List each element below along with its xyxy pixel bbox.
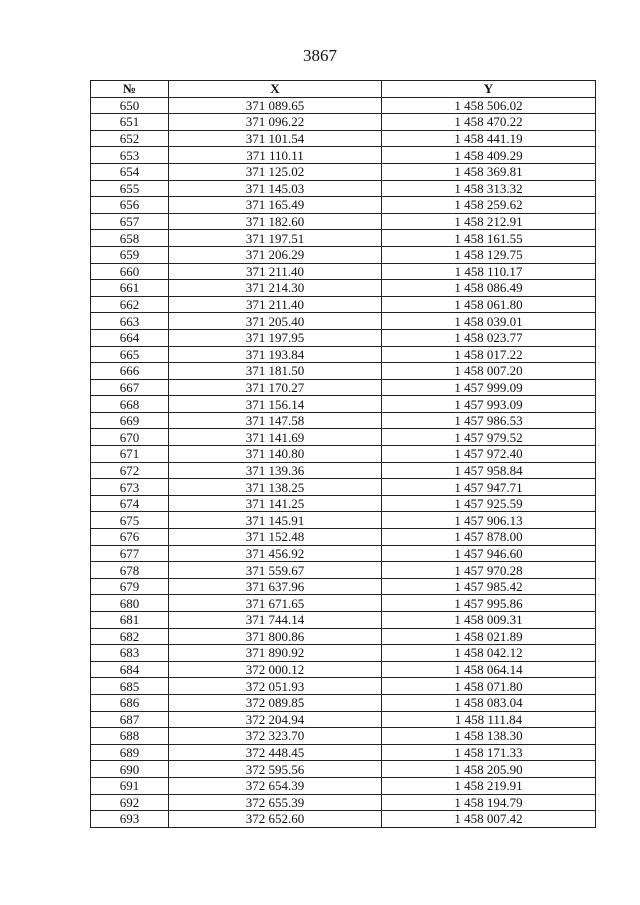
cell-x-coordinate: 371 193.84: [169, 346, 382, 363]
table-row: [91, 645, 596, 662]
cell-y-coordinate: 1 457 999.09: [382, 379, 596, 396]
cell-y-coordinate: 1 458 409.29: [382, 147, 596, 164]
cell-x-coordinate: 371 800.86: [169, 628, 382, 645]
cell-point-number: 659: [91, 246, 169, 263]
cell-x-coordinate: 371 096.22: [169, 114, 382, 131]
table-row: [91, 529, 596, 546]
table-row: [91, 230, 596, 247]
cell-point-number: 668: [91, 396, 169, 413]
cell-point-number: 653: [91, 147, 169, 164]
cell-point-number: 652: [91, 130, 169, 147]
cell-y-coordinate: 1 458 023.77: [382, 329, 596, 346]
cell-point-number: 683: [91, 645, 169, 662]
cell-x-coordinate: 371 197.51: [169, 230, 382, 247]
cell-point-number: 667: [91, 379, 169, 396]
cell-x-coordinate: 372 448.45: [169, 744, 382, 761]
cell-point-number: 663: [91, 313, 169, 330]
cell-y-coordinate: 1 458 110.17: [382, 263, 596, 280]
cell-point-number: 670: [91, 429, 169, 446]
cell-y-coordinate: 1 458 205.90: [382, 761, 596, 778]
cell-x-coordinate: 371 141.25: [169, 495, 382, 512]
table-row: [91, 495, 596, 512]
table-row: [91, 329, 596, 346]
cell-point-number: 661: [91, 280, 169, 297]
table-row: [91, 562, 596, 579]
table-row: [91, 678, 596, 695]
cell-point-number: 690: [91, 761, 169, 778]
cell-x-coordinate: 371 181.50: [169, 363, 382, 380]
table-row: [91, 595, 596, 612]
cell-point-number: 665: [91, 346, 169, 363]
table-row: [91, 479, 596, 496]
cell-point-number: 655: [91, 180, 169, 197]
table-row: [91, 612, 596, 629]
cell-point-number: 673: [91, 479, 169, 496]
table-row: [91, 246, 596, 263]
cell-x-coordinate: 371 101.54: [169, 130, 382, 147]
table-row: [91, 280, 596, 297]
table-row: [91, 728, 596, 745]
cell-point-number: 689: [91, 744, 169, 761]
cell-point-number: 693: [91, 811, 169, 828]
table-row: [91, 744, 596, 761]
table-row: [91, 429, 596, 446]
table-row: [91, 777, 596, 794]
cell-x-coordinate: 371 145.91: [169, 512, 382, 529]
cell-y-coordinate: 1 457 958.84: [382, 462, 596, 479]
cell-y-coordinate: 1 458 042.12: [382, 645, 596, 662]
table-row: [91, 313, 596, 330]
cell-x-coordinate: 371 744.14: [169, 612, 382, 629]
cell-point-number: 660: [91, 263, 169, 280]
cell-point-number: 679: [91, 578, 169, 595]
cell-y-coordinate: 1 457 946.60: [382, 545, 596, 562]
cell-x-coordinate: 371 089.65: [169, 97, 382, 114]
column-header-x: X: [169, 81, 382, 98]
cell-y-coordinate: 1 458 138.30: [382, 728, 596, 745]
cell-x-coordinate: 371 147.58: [169, 412, 382, 429]
cell-point-number: 692: [91, 794, 169, 811]
cell-x-coordinate: 371 211.40: [169, 263, 382, 280]
table-row: [91, 661, 596, 678]
table-row: [91, 628, 596, 645]
cell-x-coordinate: 371 141.69: [169, 429, 382, 446]
cell-x-coordinate: 372 652.60: [169, 811, 382, 828]
table-row: [91, 180, 596, 197]
cell-x-coordinate: 371 165.49: [169, 197, 382, 214]
table-row: [91, 761, 596, 778]
cell-x-coordinate: 372 000.12: [169, 661, 382, 678]
cell-y-coordinate: 1 458 071.80: [382, 678, 596, 695]
table-row: [91, 346, 596, 363]
cell-x-coordinate: 371 205.40: [169, 313, 382, 330]
cell-y-coordinate: 1 458 313.32: [382, 180, 596, 197]
cell-x-coordinate: 371 890.92: [169, 645, 382, 662]
cell-y-coordinate: 1 458 007.42: [382, 811, 596, 828]
cell-y-coordinate: 1 458 009.31: [382, 612, 596, 629]
cell-y-coordinate: 1 458 194.79: [382, 794, 596, 811]
table-row: [91, 130, 596, 147]
cell-y-coordinate: 1 457 972.40: [382, 446, 596, 463]
cell-x-coordinate: 372 595.56: [169, 761, 382, 778]
cell-x-coordinate: 371 156.14: [169, 396, 382, 413]
cell-x-coordinate: 371 170.27: [169, 379, 382, 396]
cell-x-coordinate: 371 139.36: [169, 462, 382, 479]
cell-point-number: 680: [91, 595, 169, 612]
cell-point-number: 681: [91, 612, 169, 629]
cell-x-coordinate: 371 211.40: [169, 296, 382, 313]
cell-x-coordinate: 371 145.03: [169, 180, 382, 197]
cell-y-coordinate: 1 458 219.91: [382, 777, 596, 794]
cell-y-coordinate: 1 458 083.04: [382, 694, 596, 711]
cell-x-coordinate: 372 655.39: [169, 794, 382, 811]
cell-x-coordinate: 372 089.85: [169, 694, 382, 711]
cell-y-coordinate: 1 458 017.22: [382, 346, 596, 363]
cell-y-coordinate: 1 458 506.02: [382, 97, 596, 114]
cell-point-number: 669: [91, 412, 169, 429]
table-row: [91, 578, 596, 595]
cell-y-coordinate: 1 457 906.13: [382, 512, 596, 529]
cell-x-coordinate: 371 637.96: [169, 578, 382, 595]
cell-point-number: 657: [91, 213, 169, 230]
coordinates-table: [90, 80, 596, 828]
cell-y-coordinate: 1 458 369.81: [382, 163, 596, 180]
cell-y-coordinate: 1 457 979.52: [382, 429, 596, 446]
page-number: 3867: [303, 46, 337, 65]
cell-x-coordinate: 371 110.11: [169, 147, 382, 164]
table-row: [91, 163, 596, 180]
column-header-number: №: [91, 81, 169, 98]
table-row: [91, 396, 596, 413]
table-row: [91, 811, 596, 828]
table-row: [91, 197, 596, 214]
table-row: [91, 462, 596, 479]
cell-point-number: 674: [91, 495, 169, 512]
cell-y-coordinate: 1 457 986.53: [382, 412, 596, 429]
cell-y-coordinate: 1 458 086.49: [382, 280, 596, 297]
cell-point-number: 662: [91, 296, 169, 313]
cell-x-coordinate: 372 051.93: [169, 678, 382, 695]
cell-x-coordinate: 372 654.39: [169, 777, 382, 794]
cell-x-coordinate: 371 206.29: [169, 246, 382, 263]
cell-y-coordinate: 1 458 007.20: [382, 363, 596, 380]
table-row: [91, 114, 596, 131]
cell-x-coordinate: 371 197.95: [169, 329, 382, 346]
cell-y-coordinate: 1 458 129.75: [382, 246, 596, 263]
cell-x-coordinate: 371 182.60: [169, 213, 382, 230]
cell-y-coordinate: 1 458 021.89: [382, 628, 596, 645]
cell-y-coordinate: 1 458 039.01: [382, 313, 596, 330]
cell-y-coordinate: 1 458 061.80: [382, 296, 596, 313]
cell-y-coordinate: 1 458 111.84: [382, 711, 596, 728]
cell-point-number: 658: [91, 230, 169, 247]
cell-x-coordinate: 371 214.30: [169, 280, 382, 297]
table-row: [91, 97, 596, 114]
table-row: [91, 545, 596, 562]
cell-y-coordinate: 1 458 441.19: [382, 130, 596, 147]
cell-point-number: 691: [91, 777, 169, 794]
table-row: [91, 794, 596, 811]
cell-y-coordinate: 1 458 161.55: [382, 230, 596, 247]
cell-y-coordinate: 1 457 947.71: [382, 479, 596, 496]
cell-x-coordinate: 372 204.94: [169, 711, 382, 728]
cell-point-number: 677: [91, 545, 169, 562]
table-row: [91, 363, 596, 380]
cell-point-number: 650: [91, 97, 169, 114]
cell-point-number: 676: [91, 529, 169, 546]
cell-point-number: 654: [91, 163, 169, 180]
cell-y-coordinate: 1 458 212.91: [382, 213, 596, 230]
cell-point-number: 666: [91, 363, 169, 380]
table-row: [91, 694, 596, 711]
cell-point-number: 651: [91, 114, 169, 131]
cell-y-coordinate: 1 458 470.22: [382, 114, 596, 131]
table-row: [91, 213, 596, 230]
table-row: [91, 147, 596, 164]
cell-point-number: 664: [91, 329, 169, 346]
table-row: [91, 379, 596, 396]
table-row: [91, 446, 596, 463]
cell-x-coordinate: 372 323.70: [169, 728, 382, 745]
cell-x-coordinate: 371 152.48: [169, 529, 382, 546]
cell-y-coordinate: 1 457 925.59: [382, 495, 596, 512]
cell-point-number: 675: [91, 512, 169, 529]
cell-point-number: 656: [91, 197, 169, 214]
cell-x-coordinate: 371 138.25: [169, 479, 382, 496]
cell-y-coordinate: 1 458 064.14: [382, 661, 596, 678]
cell-y-coordinate: 1 457 878.00: [382, 529, 596, 546]
cell-point-number: 685: [91, 678, 169, 695]
cell-y-coordinate: 1 458 259.62: [382, 197, 596, 214]
cell-x-coordinate: 371 671.65: [169, 595, 382, 612]
cell-y-coordinate: 1 458 171.33: [382, 744, 596, 761]
table-header-row: [91, 81, 596, 98]
cell-point-number: 672: [91, 462, 169, 479]
cell-point-number: 686: [91, 694, 169, 711]
cell-y-coordinate: 1 457 970.28: [382, 562, 596, 579]
table-row: [91, 512, 596, 529]
cell-x-coordinate: 371 456.92: [169, 545, 382, 562]
column-header-y: Y: [382, 81, 596, 98]
cell-x-coordinate: 371 125.02: [169, 163, 382, 180]
cell-point-number: 671: [91, 446, 169, 463]
cell-y-coordinate: 1 457 995.86: [382, 595, 596, 612]
table-body: [91, 97, 596, 827]
cell-point-number: 682: [91, 628, 169, 645]
table-row: [91, 711, 596, 728]
cell-y-coordinate: 1 457 985.42: [382, 578, 596, 595]
cell-x-coordinate: 371 140.80: [169, 446, 382, 463]
cell-point-number: 688: [91, 728, 169, 745]
table-row: [91, 412, 596, 429]
cell-y-coordinate: 1 457 993.09: [382, 396, 596, 413]
cell-x-coordinate: 371 559.67: [169, 562, 382, 579]
table-row: [91, 263, 596, 280]
cell-point-number: 678: [91, 562, 169, 579]
cell-point-number: 687: [91, 711, 169, 728]
table-row: [91, 296, 596, 313]
cell-point-number: 684: [91, 661, 169, 678]
